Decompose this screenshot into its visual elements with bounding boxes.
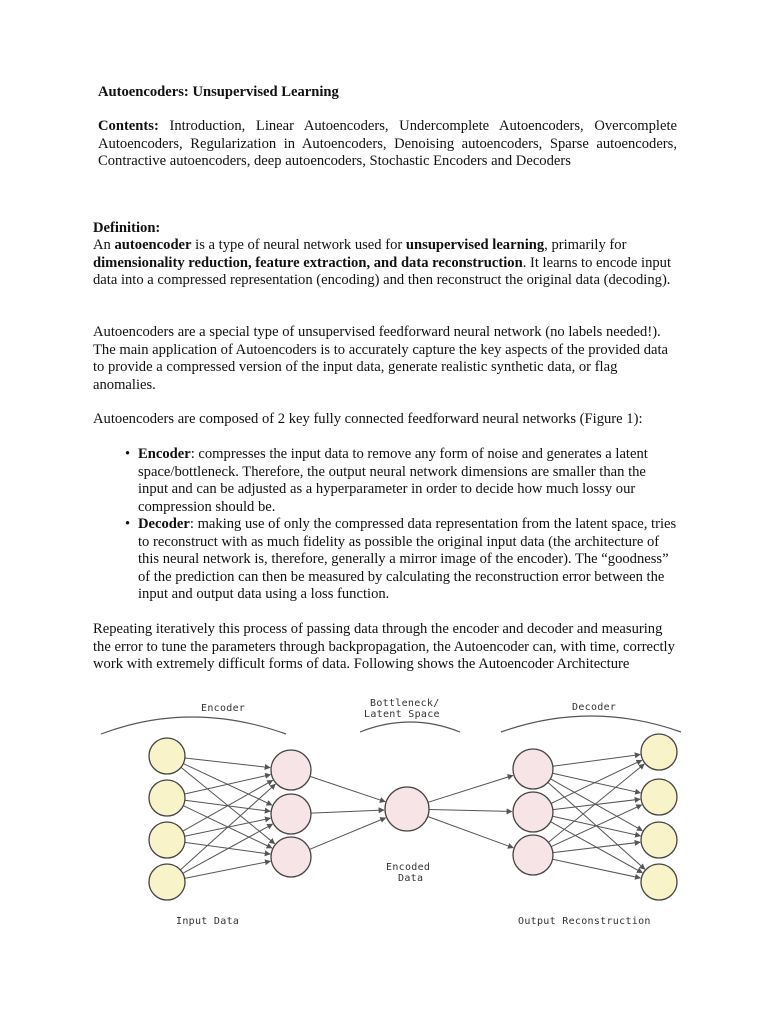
- decoder-to-output-edge: [553, 842, 640, 852]
- autoencoder-architecture-diagram: [96, 692, 696, 942]
- encoder-to-code-edge: [310, 776, 385, 801]
- bullet-icon: •: [125, 446, 131, 462]
- overview-paragraph: Autoencoders are a special type of unsupervised feedforward neural network (no labels needed!). The main application of Autoencoders is to accurately capture the key aspects of the provided data to provide a compressed version of the input data, generate realistic synthetic data, or flag anomalies.: [93, 324, 669, 393]
- decoder-bracket: [501, 716, 681, 732]
- encoder-to-code-edge: [310, 818, 386, 850]
- bold-term-purposes: dimensionality reduction, feature extraction, and data reconstruction: [93, 254, 523, 271]
- composition-paragraph: Autoencoders are composed of 2 key fully connected feedforward neural networks (Figure 1):: [93, 411, 643, 427]
- output-node: [641, 734, 677, 770]
- input-node: [149, 822, 185, 858]
- list-item-decoder: [113, 516, 678, 604]
- text-run: An: [93, 237, 115, 253]
- bold-term-unsupervised: unsupervised learning: [405, 237, 545, 253]
- text-run: is a type of neural network used for: [191, 237, 406, 253]
- code-to-decoder-edge: [428, 775, 513, 802]
- input-to-encoder-edge: [183, 780, 273, 831]
- decoder-to-output-edge: [551, 760, 642, 803]
- code-to-decoder-edge: [429, 810, 512, 812]
- bottleneck-label-line1: Bottleneck/: [370, 698, 440, 709]
- output-reconstruction-label: Output Reconstruction: [518, 916, 651, 927]
- input-node: [149, 864, 185, 900]
- input-node: [149, 780, 185, 816]
- input-to-encoder-edge: [185, 861, 271, 878]
- input-to-encoder-edge: [183, 824, 273, 873]
- encoder-description: : compresses the input data to remove any form of noise and generates a latent space/bottleneck. Therefore, the output neural network dimensions are smaller than the input and can be adjusted as a hyperparameter in order to decide how much lossy our compression should be.: [138, 446, 648, 515]
- bullet-icon: •: [125, 516, 131, 532]
- output-node: [641, 864, 677, 900]
- term-encoder: Encoder: [138, 446, 191, 462]
- encoder-bracket: [101, 717, 286, 734]
- training-paragraph: Repeating iteratively this process of passing data through the encoder and decoder and measuring the error to tune the parameters through backpropagation, the Autoencoder can, with time, correctly work with extremely difficult forms of data. Following shows the Autoencoder Architecture: [93, 621, 675, 672]
- decoder-description: : making use of only the compressed data representation from the latent space, tries to reconstruct with as much fidelity as possible the original input data (the architecture of this neural network is, therefore, generally a mirror image of the encoder). The “goodness” of the prediction can then be measured by calculating the reconstruction error between the input and output data using a loss function.: [138, 516, 677, 602]
- code-to-decoder-edge: [428, 817, 514, 848]
- encoder-hidden-node: [271, 794, 311, 834]
- encoder-hidden-node: [271, 837, 311, 877]
- decoder-hidden-node: [513, 792, 553, 832]
- input-to-encoder-edge: [180, 784, 275, 870]
- document-title: Autoencoders: Unsupervised Learning: [98, 84, 339, 100]
- output-node: [641, 779, 677, 815]
- input-data-label: Input Data: [176, 916, 240, 927]
- encoder-to-code-edge: [311, 810, 384, 813]
- encoded-label-line1: Encoded: [386, 862, 431, 873]
- decoder-label: Decoder: [572, 702, 617, 713]
- encoder-label: Encoder: [201, 703, 246, 714]
- component-list: [113, 446, 678, 604]
- contents-label: Contents:: [98, 118, 159, 134]
- encoder-hidden-node: [271, 750, 311, 790]
- decoder-to-output-edge: [553, 755, 640, 767]
- decoder-to-output-edge: [553, 773, 641, 793]
- text-run: , primarily for: [544, 237, 627, 253]
- input-to-encoder-edge: [185, 758, 270, 768]
- decoder-hidden-node: [513, 749, 553, 789]
- definition-heading: Definition:: [93, 220, 161, 236]
- text-run: . It learns to encode input data into a compressed representation (encoding) and then reconstruct the original data (decoding).: [93, 254, 672, 288]
- input-node: [149, 738, 185, 774]
- definition-paragraph: [93, 237, 678, 290]
- input-to-encoder-edge: [185, 775, 271, 794]
- decoder-to-output-edge: [551, 805, 642, 847]
- decoder-to-output-edge: [553, 799, 640, 809]
- bold-term-autoencoder: autoencoder: [114, 237, 192, 253]
- bottleneck-node: [385, 787, 429, 831]
- term-decoder: Decoder: [138, 516, 190, 532]
- contents-text: Introduction, Linear Autoencoders, Undercomplete Autoencoders, Overcomplete Autoencoders, Regularization in Autoencoders, Denoising autoencoders, Sparse autoencoders, Contractive autoencoders, deep autoencoders, Stochastic Encoders and Decoders: [98, 118, 677, 169]
- decoder-hidden-node: [513, 835, 553, 875]
- encoded-label-line2: Data: [398, 873, 424, 884]
- decoder-to-output-edge: [553, 859, 641, 878]
- list-item-encoder: [113, 446, 678, 516]
- contents-paragraph: [98, 118, 677, 171]
- output-node: [641, 822, 677, 858]
- bottleneck-bracket: [360, 722, 460, 732]
- bottleneck-label-line2: Latent Space: [364, 709, 440, 720]
